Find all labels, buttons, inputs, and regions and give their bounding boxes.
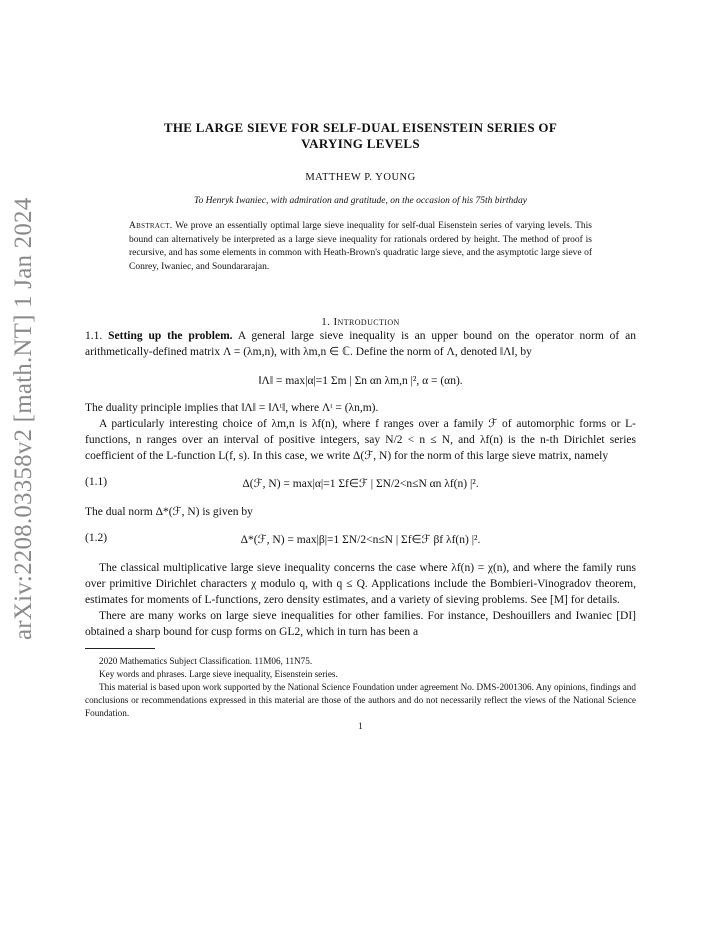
- footnote-keywords: Key words and phrases. Large sieve inequality, Eisenstein series.: [99, 669, 338, 679]
- paragraph-dual-norm: The dual norm Δ*(ℱ, N) is given by: [85, 506, 253, 518]
- paper-title: [85, 120, 636, 152]
- equation-1-2: [85, 520, 636, 560]
- paragraph-other-families: There are many works on large sieve inequalities for other families. For instance, Deshouillers and Iwaniec [DI] obtained a sharp bound for cusp forms on GL2, which in turn has been a: [85, 610, 636, 638]
- equation-1-2-formula: Δ*(ℱ, N) = max|β|=1 ΣN/2<n≤N | Σf∈ℱ βf λf(n) |².: [240, 534, 481, 546]
- subsection-title: Setting up the problem.: [108, 330, 233, 342]
- section-name: Introduction: [333, 316, 400, 328]
- abstract-label: Abstract.: [129, 221, 173, 231]
- paragraph-classical: The classical multiplicative large sieve inequality concerns the case where λf(n) = χ(n), and where the family runs over primitive Dirichlet characters χ modulo q, with q ≤ Q. Applications include the Bombieri-Vinogradov theorem, estimates for moments of L-functions, zero density estimates, and a variety of sieving problems. See [M] for details.: [85, 562, 636, 606]
- paragraph-duality: The duality principle implies that ‖Λ‖ = ‖Λᵗ‖, where Λᵗ = (λn,m).: [85, 402, 379, 414]
- equation-1-2-label: (1.2): [85, 532, 108, 544]
- footnotes: [85, 655, 636, 720]
- abstract-text: We prove an essentially optimal large sieve inequality for self-dual Eisenstein series of varying levels. This bound can alternatively be interpreted as a large sieve inequality for rationals ordered by height. The method of proof is recursive, and has some elements in common with Heath-Brown's quadratic large sieve, and the asymptotic large sieve of Conrey, Iwaniec, and Soundararajan.: [129, 221, 592, 272]
- equation-1-1: [85, 464, 636, 504]
- abstract: [129, 220, 592, 274]
- equation-1-1-label: (1.1): [85, 476, 108, 488]
- paragraph-family: A particularly interesting choice of λm,n is λf(n), where f ranges over a family ℱ of automorphic forms or L-functions, n ranges over an interval of positive integers, say N/2 < n ≤ N, and λf(n) is the n-th Dirichlet series coefficient of the L-function L(f, s). In this case, we write Δ(ℱ, N) for the norm of this large sieve matrix, namely: [85, 418, 636, 462]
- equation-norm: ‖Λ‖ = max|α|=1 Σm | Σn αn λm,n |², α = (αn).: [258, 375, 463, 387]
- title-line-1: THE LARGE SIEVE FOR SELF-DUAL EISENSTEIN SERIES OF: [163, 120, 558, 135]
- page-number: 1: [358, 722, 363, 732]
- subsection-number: 1.1.: [85, 330, 103, 342]
- author-name: MATTHEW P. YOUNG: [305, 172, 416, 183]
- paragraph-1: A general large sieve inequality is an upper bound on the operator norm of an arithmetically-defined matrix Λ = (λm,n), with λm,n ∈ ℂ. Define the norm of Λ, denoted ‖Λ‖, by: [85, 330, 636, 358]
- arxiv-identifier-stamp: arXiv:2208.03358v2 [math.NT] 1 Jan 2024: [10, 197, 37, 640]
- paragraph-setup: [85, 328, 636, 360]
- dedication: To Henryk Iwaniec, with admiration and gratitude, on the occasion of his 75th birthday: [194, 196, 527, 206]
- footnote-funding: This material is based upon work supported by the National Science Foundation under agreement No. DMS-2001306. Any opinions, findings and conclusions or recommendations expressed in this material are those of the authors and do not necessarily reflect the views of the National Science Foundation.: [85, 682, 636, 718]
- section-heading: [85, 316, 636, 328]
- footnote-msc: 2020 Mathematics Subject Classification. 11M06, 11N75.: [99, 656, 313, 666]
- page-content: [85, 120, 636, 732]
- footnote-divider: [85, 648, 155, 649]
- section-number: 1.: [321, 316, 331, 328]
- title-line-2: VARYING LEVELS: [301, 136, 420, 151]
- equation-1-1-formula: Δ(ℱ, N) = max|α|=1 Σf∈ℱ | ΣN/2<n≤N αn λf(n) |².: [242, 478, 479, 490]
